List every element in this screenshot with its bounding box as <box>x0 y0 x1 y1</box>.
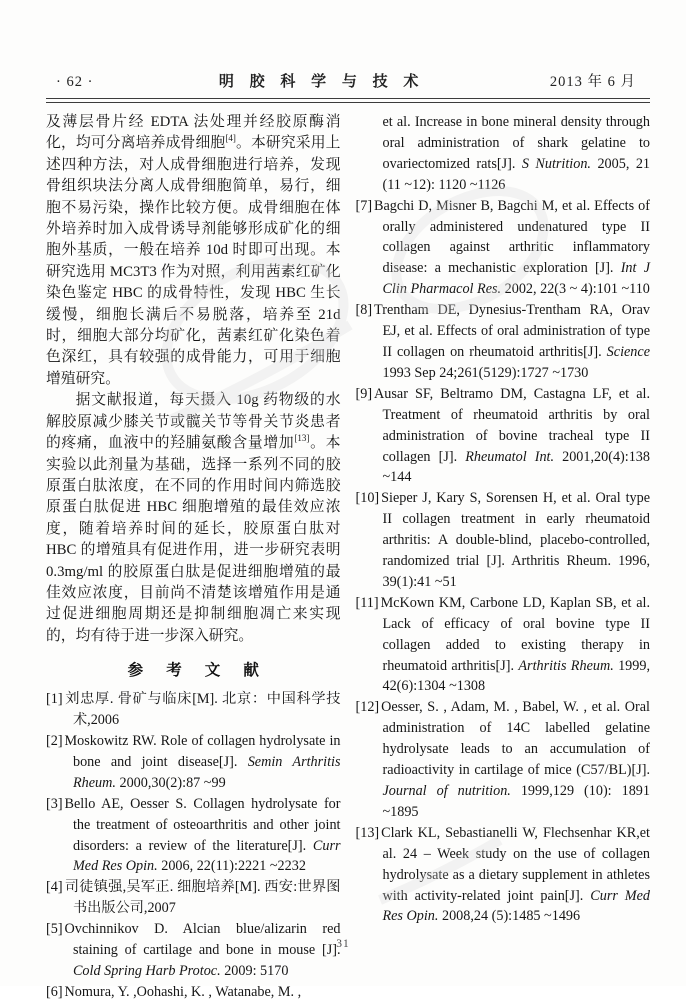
reference-item <box>356 488 651 593</box>
paragraph-text: 。本实验以此剂量为基础，选择一系列不同的胶原蛋白肽浓度，在不同的作用时间内筛选胶原蛋白肽促进 HBC 细胞增殖的最佳效应浓度，随着培养时间的延长，胶原蛋白肽对 HBC 的增殖具有促进作用，进一步研究表明 0.3mg/ml 的胶原蛋白肽是促进细胞增殖的最佳效应浓度，目前尚不清楚该增殖作用是通过促进细胞周期还是抑制细胞凋亡来实现的，均有待于进一步深入研究。 <box>46 435 341 644</box>
reference-number: [12] <box>355 699 380 716</box>
journal-name: Int J Clin Pharmacol Res. <box>382 260 650 298</box>
paragraph-text: 。本研究采用上述四种方法，对人成骨细胞进行培养，发现骨组织块法分离人成骨细胞简单，易行，细胞不易污染，操作比较方便。成骨细胞在体外培养时加入成骨诱导剂能够形成矿化的细胞外基质，一般在培养 10d 时即可出现。本研究选用 MC3T3 作为对照，利用茜素红矿化染色鉴定 HBC 的成骨特性，发现 HBC 生长缓慢，细胞长满后不易脱落，培养至 21d 时，细胞大部分均矿化，茜素红矿化染色着色深红，具有较强的成骨能力，可用于细胞增殖研究。 <box>46 135 341 387</box>
reference-number: [5] <box>46 921 63 938</box>
reference-text: Clark KL, Sebastianelli W, Flechsenhar KR,et al. 24 – Week study on the use of collagen hydrolysate as a dietary supplement in athletes with activity-related joint pain[J]. <box>381 824 650 904</box>
reference-text: 刘忠厚. 骨矿与临床[M]. 北京：中国科学技术,2006 <box>64 691 341 729</box>
right-column <box>356 112 651 1003</box>
header-double-rule <box>46 98 650 103</box>
page-header <box>46 70 650 91</box>
journal-name: Science <box>606 343 650 360</box>
reference-text: et al. Increase in bone mineral density through oral administration of shark gelatine to ovariectomized rats[J]. <box>382 114 650 172</box>
reference-number: [7] <box>355 197 373 214</box>
reference-text: 2001,20(4):138 ~144 <box>382 448 650 486</box>
reference-text: Ovchinnikov D. Alcian blue/alizarin red staining of cartilage and bone in mouse [J]. <box>64 921 341 959</box>
reference-number: [11] <box>355 594 379 611</box>
header-page-marker: · 62 · <box>56 74 94 90</box>
reference-number: [6] <box>46 983 63 1000</box>
reference-text: 2009: 5170 <box>220 962 289 979</box>
body-paragraph <box>46 112 341 390</box>
journal-name: Semin Arthritis Rheum. <box>72 753 341 791</box>
citation-superscript: [13] <box>294 433 310 444</box>
reference-item <box>356 300 651 384</box>
reference-list-right <box>356 112 651 927</box>
reference-text: Ausar SF, Beltramo DM, Castagna LF, et al. Treatment of rheumatoid arthritis by oral administration of bovine tracheal type II collagen [J]. <box>374 385 650 465</box>
reference-number: [9] <box>355 385 373 402</box>
reference-text: 1999, 42(6):1304 ~1308 <box>382 657 650 695</box>
reference-item <box>46 877 341 919</box>
reference-item <box>46 731 341 794</box>
reference-number: [3] <box>46 795 63 812</box>
reference-text: McKown KM, Carbone LD, Kaplan SB, et al. Lack of efficacy of oral bovine type II collagen added to existing therapy in rheumatoid arthritis[J]. <box>380 594 650 674</box>
reference-item <box>356 196 651 301</box>
reference-text: 2005, 21 (11 ~12): 1120 ~1126 <box>382 155 651 193</box>
left-column <box>46 112 341 1003</box>
journal-name: Arthritis Rheum. <box>518 657 614 674</box>
reference-number: [10] <box>355 490 380 507</box>
reference-item <box>46 794 341 878</box>
citation-superscript: [4] <box>225 133 236 144</box>
reference-item <box>356 112 651 196</box>
issue-date: 2013 年 6 月 <box>549 74 636 90</box>
reference-number: [4] <box>46 879 63 896</box>
reference-text: Bello AE, Oesser S. Collagen hydrolysate for the treatment of osteoarthritis and other joint disorders: a review of the literature[J]. <box>64 795 341 854</box>
reference-item <box>46 919 341 982</box>
journal-name: Cold Spring Harb Protoc. <box>72 962 221 979</box>
body-paragraphs <box>46 112 341 647</box>
reference-list-left <box>46 689 341 1003</box>
reference-item <box>46 982 341 1003</box>
journal-title: 明 胶 科 学 与 技 术 <box>218 74 425 90</box>
reference-item <box>356 384 651 489</box>
reference-item <box>356 697 651 822</box>
reference-text: 2000,30(2):87 ~99 <box>115 774 226 791</box>
journal-name: Curr Med Res Opin. <box>382 887 651 925</box>
reference-text: Oesser, S. , Adam, M. , Babel, W. , et al. Oral administration of 14C labelled gelatine hydrolysate leads to an accumulation of radioactivity in cartilage of mice (C57/BL)[J]. <box>381 699 650 779</box>
reference-text: 2006, 22(11):2221 ~2232 <box>157 858 306 875</box>
reference-text: Trentham DE, Dynesius-Trentham RA, Orav EJ, et al. Effects of oral administration of type II collagen on rheumatoid arthritis[J]. <box>374 302 650 360</box>
journal-name: Curr Med Res Opin. <box>72 837 341 875</box>
reference-number: [2] <box>46 732 63 749</box>
reference-text: 2008,24 (5):1485 ~1496 <box>438 908 581 925</box>
reference-number: [8] <box>355 302 373 319</box>
reference-text: Sieper J, Kary S, Sorensen H, et al. Oral type II collagen treatment in early rheumatoid arthritis: A double-blind, placebo-controlled, randomized trial [J]. Arthritis Rheum. 1996, 39(1):41 ~51 <box>381 490 650 590</box>
reference-item <box>46 689 341 731</box>
two-column-body <box>46 112 650 1003</box>
reference-text: 1993 Sep 24;261(5129):1727 ~1730 <box>382 364 589 381</box>
body-paragraph <box>46 390 341 647</box>
journal-name: S Nutrition. <box>521 155 591 172</box>
reference-text: 1999,129 (10): 1891 ~1895 <box>382 783 650 820</box>
reference-text: Bagchi D, Misner B, Bagchi M, et al. Effects of orally administered undenatured type II collagen against arthritic inflammatory disease: a mechanistic exploration [J]. <box>374 197 650 277</box>
journal-name: Journal of nutrition. <box>382 783 511 799</box>
reference-text: 司徒镇强,吴军正. 细胞培养[M]. 西安:世界图书出版公司,2007 <box>64 879 341 917</box>
reference-item <box>356 823 651 928</box>
reference-text: Moskowitz RW. Role of collagen hydrolysate in bone and joint disease[J]. <box>64 732 341 770</box>
footer-page-number: 31 <box>336 938 350 950</box>
reference-text: Nomura, Y. ,Oohashi, K. , Watanabe, M. , <box>64 983 302 1000</box>
reference-number: [1] <box>46 691 63 708</box>
reference-number: [13] <box>355 824 380 841</box>
reference-item <box>356 593 651 698</box>
paragraph-text: 据文献报道，每天摄入 10g 药物级的水解胶原减少膝关节或髋关节等骨关节炎患者的疼痛，血液中的羟脯氨酸含量增加 <box>46 392 341 452</box>
reference-text: 2002, 22(3 ~ 4):101 ~110 <box>501 281 650 298</box>
paragraph-text: 及薄层骨片经 EDTA 法处理并经胶原酶消化，均可分离培养成骨细胞 <box>46 114 341 152</box>
journal-name: Rheumatol Int. <box>465 448 555 465</box>
references-heading: 参 考 文 献 <box>127 662 269 680</box>
